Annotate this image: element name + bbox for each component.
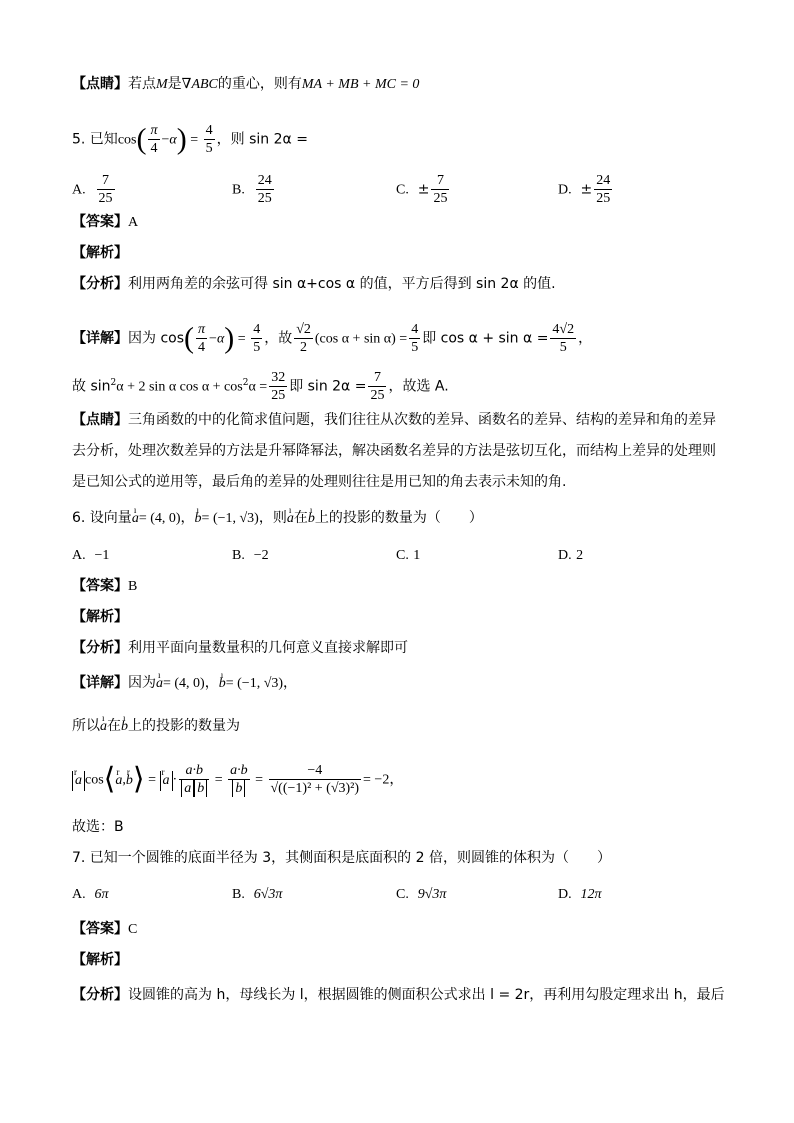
option-label: C. bbox=[396, 548, 409, 563]
text: 所以 bbox=[72, 718, 100, 734]
vector-a: a bbox=[185, 763, 193, 778]
tag-xiangjie: 【详解】 bbox=[72, 675, 128, 691]
tag-jiexi: 【解析】 bbox=[72, 245, 128, 261]
option-value: −1 bbox=[94, 548, 110, 563]
den: 5 bbox=[559, 340, 567, 355]
abs-b: b bbox=[194, 780, 207, 797]
q5-then: ，则 sin 2α = bbox=[216, 131, 308, 148]
four: 4 bbox=[150, 141, 158, 156]
abs-a: r a bbox=[72, 771, 85, 791]
option-label: D. bbox=[558, 182, 572, 198]
option-sign: ± bbox=[580, 181, 593, 198]
num: 4 bbox=[205, 123, 213, 138]
answer-value: C bbox=[128, 922, 138, 937]
q5-dianjing-2: 去分析，处理次数差异的方法是升幂降幂法，解决函数名差异的方法是弦切互化，而结构上差异的处理则 bbox=[72, 443, 716, 459]
numerator: 7 bbox=[97, 172, 115, 190]
text: = (−1, √3)， bbox=[225, 676, 298, 691]
numerator: 7 bbox=[431, 172, 449, 190]
vector-b: b bbox=[195, 763, 203, 778]
q5-option-a bbox=[72, 172, 117, 207]
num: 32 bbox=[271, 370, 286, 385]
q5-line2: 故 $\sin^2\alpha + 2$ sin α $\cos \alpha + \cos^2\alpha$ = $\frac{32}{25}$ 即 sin 2α = $\frac{7}{25}$ ，故选 A. bbox=[72, 370, 449, 403]
vector-a: ı a bbox=[100, 717, 107, 737]
q7-stem: 7. 已知一个圆锥的底面半径为 3，其侧面积是底面积的 2 倍，则圆锥的体积为（ ） bbox=[72, 850, 611, 866]
cos: cos bbox=[117, 132, 137, 148]
vector-b: ı b bbox=[219, 674, 226, 694]
q7-jiexi bbox=[72, 950, 128, 970]
denominator: 25 bbox=[257, 191, 272, 206]
fenxi-text: 设圆锥的高为 h，母线长为 l，根据圆锥的侧面积公式求出 l = 2r，再利用勾股定理求出 h，最后 bbox=[128, 987, 725, 1003]
option-sign: ± bbox=[417, 181, 430, 198]
vector-b: b bbox=[240, 763, 248, 778]
q6-option-b bbox=[232, 545, 269, 566]
option-label: D. bbox=[558, 548, 572, 563]
num: 4 bbox=[253, 322, 261, 337]
text: 若点 bbox=[128, 76, 156, 92]
den: 25 bbox=[370, 388, 385, 403]
tag-answer: 【答案】 bbox=[72, 578, 128, 594]
text: α + 2 sin α cos α + cos bbox=[116, 379, 243, 395]
denominator: 25 bbox=[596, 191, 611, 206]
text: (cos α + sin α) = bbox=[314, 331, 408, 347]
var-m: M bbox=[156, 77, 168, 92]
four: 4 bbox=[198, 340, 206, 355]
option-value: 2 bbox=[576, 548, 584, 563]
text: 的重心，则有 bbox=[217, 76, 302, 92]
vector-sum-expr: MA + MB + MC = 0 bbox=[301, 77, 420, 92]
q7-option-c bbox=[396, 884, 446, 905]
den: 5 bbox=[205, 141, 213, 156]
numerator: 24 bbox=[257, 173, 272, 188]
denominator: 25 bbox=[433, 191, 448, 206]
vector-a: r a bbox=[115, 771, 122, 791]
q5-answer bbox=[72, 212, 138, 233]
q6-fenxi bbox=[72, 638, 408, 658]
option-value: 9√3π bbox=[417, 887, 447, 902]
tag-dianjing: 【点睛】 bbox=[72, 412, 128, 428]
q7-fenxi bbox=[72, 985, 725, 1005]
text: = (4, 0)， bbox=[138, 511, 195, 526]
q5-stem: 5. 已知cos( $\frac{\pi}{4}$ −α) = $\frac{4}{5}$ ，则 sin 2α = bbox=[72, 122, 308, 156]
q6-stem bbox=[72, 508, 483, 529]
text: = −2， bbox=[363, 772, 404, 788]
option-label: B. bbox=[232, 182, 245, 198]
option-label: B. bbox=[232, 887, 245, 902]
num: 4 bbox=[411, 322, 419, 337]
text: 故 sin bbox=[72, 378, 111, 395]
q6-answer bbox=[72, 576, 137, 597]
q5-dianjing-1 bbox=[72, 410, 716, 430]
text: 是 bbox=[167, 76, 182, 92]
q6-guxuan: 故选：B bbox=[72, 819, 124, 835]
q6-formula: r a cos⟨r a,r b⟩ = r a · $\frac{a\cdot b}{\text{a b}}$ = $\frac{a\cdot b}{b}$ = $\frac{-4}{\text{√((−1)² + (√3)²)}}$ = −2， bbox=[72, 762, 403, 797]
text: ，故选 A. bbox=[388, 378, 449, 395]
option-label: C. bbox=[396, 182, 409, 198]
q5-jiexi bbox=[72, 243, 128, 263]
q6-xiangjie bbox=[72, 673, 297, 694]
q7-answer bbox=[72, 919, 137, 940]
option-value: 1 bbox=[413, 548, 421, 563]
pi: π bbox=[198, 322, 206, 337]
q5-option-c bbox=[396, 172, 451, 207]
abs-b: b bbox=[232, 780, 245, 797]
tag-fenxi: 【分析】 bbox=[72, 640, 128, 656]
cos: cos bbox=[85, 772, 104, 788]
q7-option-d bbox=[558, 884, 602, 905]
alpha: α bbox=[169, 132, 177, 148]
abs-a: a bbox=[181, 780, 194, 797]
option-label: C. bbox=[396, 887, 409, 902]
denominator: 25 bbox=[98, 191, 113, 206]
tag-fenxi: 【分析】 bbox=[72, 276, 128, 292]
tag-jiexi: 【解析】 bbox=[72, 952, 128, 968]
text: 上的投影的数量为 bbox=[128, 718, 240, 734]
text: ，故 bbox=[264, 330, 293, 347]
text: = (−1, √3)，则 bbox=[201, 511, 287, 526]
q6-suoyi bbox=[72, 716, 240, 737]
vector-a: a bbox=[230, 763, 238, 778]
vector-b: r b bbox=[126, 771, 133, 791]
text: 因为 bbox=[128, 675, 156, 691]
q7-option-a bbox=[72, 884, 109, 905]
den: 5 bbox=[411, 340, 419, 355]
text: 上的投影的数量为（ ） bbox=[314, 510, 483, 526]
fenxi-text: 利用两角差的余弦可得 sin α+cos α 的值，平方后得到 sin 2α 的值. bbox=[128, 276, 556, 292]
vector-b: ı b bbox=[308, 509, 315, 529]
fenxi-text: 利用平面向量数量积的几何意义直接求解即可 bbox=[128, 640, 408, 656]
option-value: 6π bbox=[94, 887, 109, 902]
q6-option-d bbox=[558, 545, 583, 566]
text: 因为 cos bbox=[128, 330, 185, 347]
numerator: 24 bbox=[596, 173, 611, 188]
tag-answer: 【答案】 bbox=[72, 214, 128, 230]
tag-jiexi: 【解析】 bbox=[72, 609, 128, 625]
tag-xiangjie: 【详解】 bbox=[72, 330, 128, 347]
text: 在 bbox=[293, 510, 308, 526]
q6-jiexi bbox=[72, 607, 128, 627]
vector-b: ı b bbox=[121, 717, 128, 737]
sqrt2: √2 bbox=[296, 322, 311, 337]
numerator: −4 bbox=[269, 762, 362, 780]
den: 25 bbox=[271, 388, 286, 403]
text: 即 cos α + sin α = bbox=[422, 330, 549, 347]
q5-label: 5. 已知 bbox=[72, 131, 118, 148]
q5-option-b bbox=[232, 172, 276, 207]
text: α = bbox=[248, 379, 268, 395]
dianjing-line bbox=[72, 74, 419, 95]
dianjing-text: 三角函数的中的化简求值问题，我们往往从次数的差异、函数名的差异、结构的差异和角的差异 bbox=[128, 412, 716, 428]
two: 2 bbox=[300, 340, 308, 355]
abs-a: r a bbox=[160, 771, 173, 791]
option-label: A. bbox=[72, 548, 86, 563]
option-value: 12π bbox=[580, 887, 602, 902]
vector-a: ı a bbox=[156, 674, 163, 694]
answer-value: B bbox=[128, 579, 138, 594]
vector-b: ı b bbox=[195, 509, 202, 529]
q5-fenxi bbox=[72, 274, 556, 294]
option-value: 6√3π bbox=[253, 887, 283, 902]
q6-option-a bbox=[72, 545, 109, 566]
answer-value: A bbox=[128, 215, 139, 230]
q6-option-c bbox=[396, 545, 420, 566]
q5-option-d bbox=[558, 172, 614, 207]
option-label: A. bbox=[72, 887, 86, 902]
q7-option-b bbox=[232, 884, 282, 905]
text: 在 bbox=[107, 718, 121, 734]
q6-label: 6. 设向量 bbox=[72, 510, 132, 526]
vector-a: ı a bbox=[132, 509, 139, 529]
text: 即 sin 2α = bbox=[289, 378, 367, 395]
option-value: −2 bbox=[253, 548, 269, 563]
q5-xiangjie: 【详解】因为 cos( $\frac{\pi}{4}$ −α) = $\frac{4}{5}$ ，故 $\frac{√2}{2}$ (cos α + sin α) = $\frac{4}{5}$ 即 cos α + sin α = $\frac{4√2}{5}$ ， bbox=[72, 321, 593, 355]
tag-fenxi: 【分析】 bbox=[72, 987, 128, 1003]
pi: π bbox=[150, 123, 158, 138]
option-label: D. bbox=[558, 887, 572, 902]
option-label: B. bbox=[232, 548, 245, 563]
vector-a: ı a bbox=[287, 509, 294, 529]
den: 5 bbox=[253, 340, 261, 355]
tag-answer: 【答案】 bbox=[72, 921, 128, 937]
num: 4√2 bbox=[552, 322, 575, 337]
tag-dianjing: 【点睛】 bbox=[72, 76, 128, 92]
option-label: A. bbox=[72, 182, 86, 198]
num: 7 bbox=[368, 369, 386, 387]
denominator: √((−1)² + (√3)²) bbox=[270, 781, 360, 796]
text: = (4, 0)， bbox=[163, 676, 219, 691]
alpha: α bbox=[216, 331, 225, 347]
triangle-abc: ∇ABC bbox=[181, 77, 218, 92]
q5-dianjing-3: 是已知公式的逆用等，最后角的差异的处理则往往是用已知的角去表示未知的角. bbox=[72, 474, 567, 490]
